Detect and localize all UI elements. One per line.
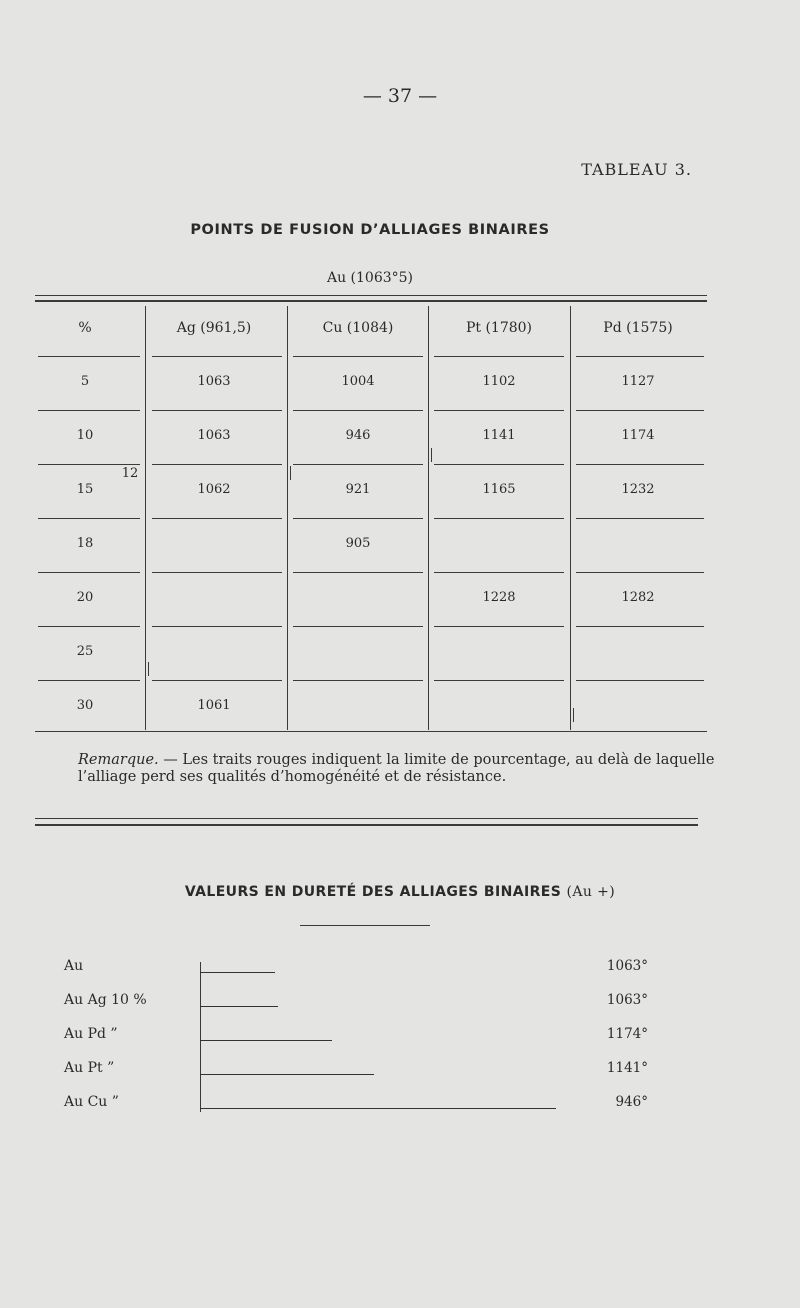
table-value-cell: 1228	[482, 590, 516, 605]
fusion-table-title: POINTS DE FUSION D’ALLIAGES BINAIRES	[190, 222, 550, 238]
hardness-label: Au Ag 10 %	[64, 992, 147, 1008]
table-value-cell: 1282	[621, 590, 655, 605]
table-value-cell: 1141	[482, 428, 516, 443]
hardness-bar	[200, 1074, 374, 1075]
table-header-cell: Pt (1780)	[465, 320, 533, 336]
remark-label: Remarque.	[78, 752, 159, 768]
table-percent-cell: 10	[76, 428, 94, 443]
hardness-value: 1141°	[606, 1060, 648, 1076]
hardness-bar	[200, 972, 275, 973]
table-header-cell: %	[78, 320, 92, 336]
hardness-bar	[200, 1108, 556, 1109]
table-value-cell: 1174	[621, 428, 655, 443]
hardness-bar	[200, 1006, 278, 1007]
hardness-value: 946°	[615, 1094, 648, 1110]
table-value-cell: 1004	[341, 374, 375, 389]
tableau-label: TABLEAU 3.	[581, 160, 692, 179]
hardness-bar	[200, 1040, 332, 1041]
table-value-cell: 1063	[197, 374, 231, 389]
table-percent-cell: 30	[76, 698, 94, 713]
table-value-cell: 1063	[197, 428, 231, 443]
hardness-label: Au Pd ”	[64, 1026, 118, 1042]
hardness-title-text: VALEURS EN DURETÉ DES ALLIAGES BINAIRES	[184, 884, 562, 900]
hardness-value: 1063°	[606, 992, 648, 1008]
table-value-cell: 1062	[197, 482, 231, 497]
hardness-axis	[200, 962, 201, 1112]
table-percent-cell: 20	[76, 590, 94, 605]
table-percent-cell: 5	[80, 374, 90, 389]
table-annotation-mark: 12	[121, 466, 139, 481]
table-header-cell: Cu (1084)	[322, 320, 394, 336]
table-header-cell: Pd (1575)	[603, 320, 673, 336]
table-value-cell: 1127	[621, 374, 655, 389]
fusion-table-subtitle: Au (1063°5)	[326, 270, 414, 286]
table-value-cell: 1102	[482, 374, 516, 389]
table-value-cell: 921	[345, 482, 371, 497]
table-value-cell: 1165	[482, 482, 516, 497]
hardness-label: Au	[64, 958, 84, 974]
hardness-label: Au Pt ”	[64, 1060, 115, 1076]
table-percent-cell: 25	[76, 644, 94, 659]
page-number: — 37 —	[362, 85, 438, 107]
table-percent-cell: 15	[76, 482, 94, 497]
hardness-label: Au Cu ”	[64, 1094, 119, 1110]
hardness-title-suffix: (Au +)	[566, 884, 616, 900]
remark-text: — Les traits rouges indiquent la limite de pourcentage, au delà de laquelle l’alliage perd ses qualités d’homogénéité et de résistance.	[78, 752, 715, 785]
table-header-cell: Ag (961,5)	[176, 320, 252, 336]
table-value-cell: 1232	[621, 482, 655, 497]
table-value-cell: 905	[345, 536, 371, 551]
hardness-value: 1174°	[606, 1026, 648, 1042]
table-value-cell: 1061	[197, 698, 231, 713]
hardness-value: 1063°	[606, 958, 648, 974]
table-percent-cell: 18	[76, 536, 94, 551]
table-value-cell: 946	[345, 428, 371, 443]
